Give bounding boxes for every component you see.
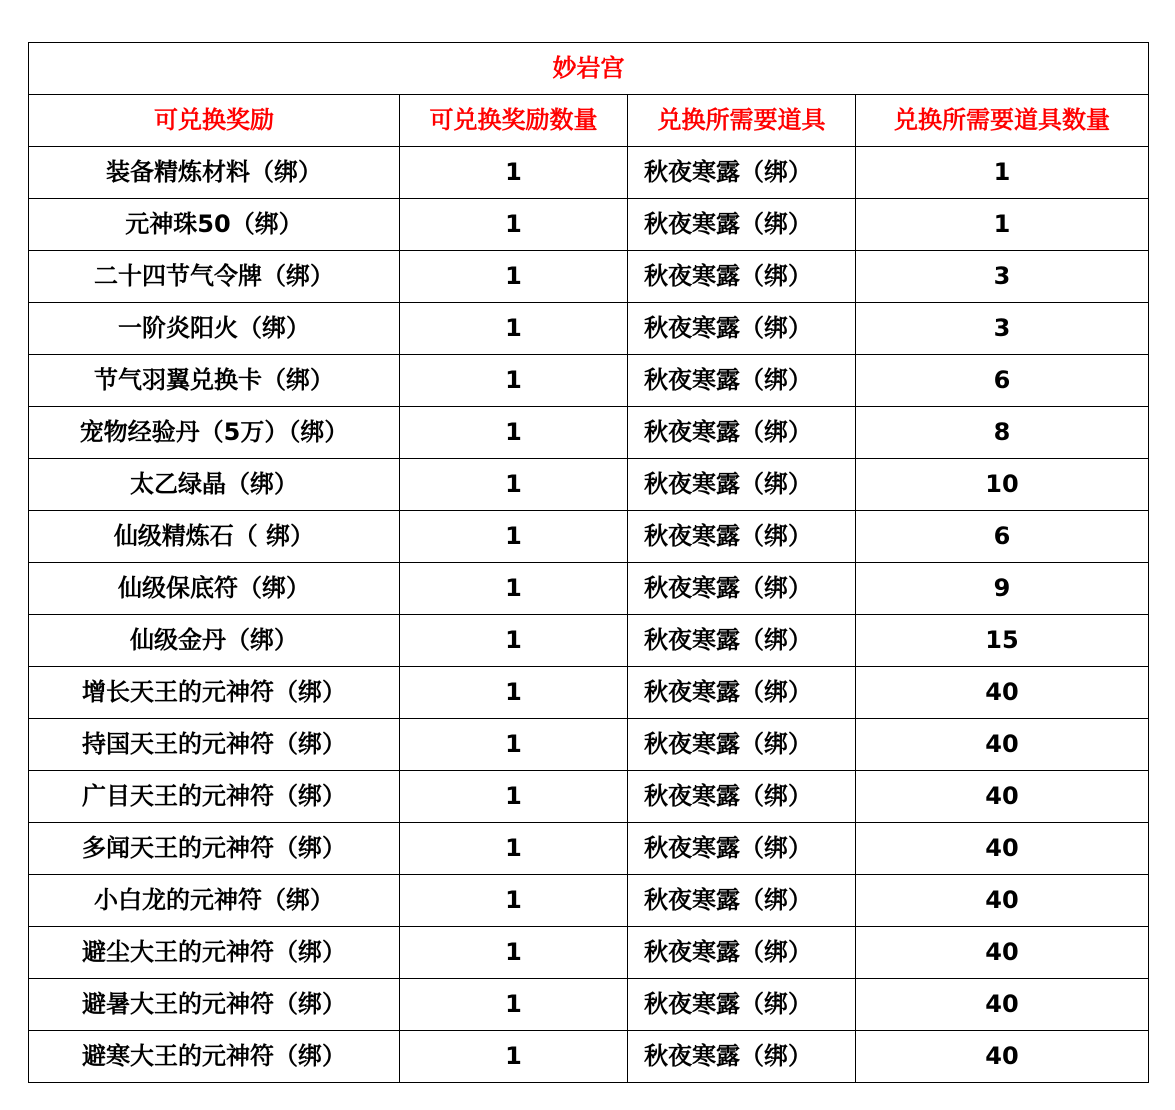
table-row <box>29 147 1149 199</box>
reward-cell: 广目天王的元神符（绑） <box>29 771 400 823</box>
reward-qty-cell: 1 <box>400 615 628 667</box>
reward-qty-cell: 1 <box>400 303 628 355</box>
required-qty-cell: 6 <box>856 355 1149 407</box>
table-row <box>29 355 1149 407</box>
reward-cell: 二十四节气令牌（绑） <box>29 251 400 303</box>
required-qty-cell: 3 <box>856 303 1149 355</box>
table-row <box>29 407 1149 459</box>
reward-qty-cell: 1 <box>400 199 628 251</box>
reward-qty-cell: 1 <box>400 459 628 511</box>
required-item-cell: 秋夜寒露（绑） <box>628 303 856 355</box>
required-qty-cell: 9 <box>856 563 1149 615</box>
required-item-cell: 秋夜寒露（绑） <box>628 251 856 303</box>
header-reward-qty: 可兑换奖励数量 <box>400 95 628 147</box>
required-qty-cell: 3 <box>856 251 1149 303</box>
required-item-cell: 秋夜寒露（绑） <box>628 511 856 563</box>
required-item-cell: 秋夜寒露（绑） <box>628 615 856 667</box>
table-row <box>29 303 1149 355</box>
reward-cell: 小白龙的元神符（绑） <box>29 875 400 927</box>
table-row <box>29 771 1149 823</box>
required-qty-cell: 8 <box>856 407 1149 459</box>
title-row <box>29 43 1149 95</box>
required-qty-cell: 1 <box>856 199 1149 251</box>
required-qty-cell: 40 <box>856 823 1149 875</box>
required-item-cell: 秋夜寒露（绑） <box>628 199 856 251</box>
table-row <box>29 251 1149 303</box>
reward-qty-cell: 1 <box>400 407 628 459</box>
reward-qty-cell: 1 <box>400 771 628 823</box>
reward-cell: 一阶炎阳火（绑） <box>29 303 400 355</box>
required-item-cell: 秋夜寒露（绑） <box>628 563 856 615</box>
required-item-cell: 秋夜寒露（绑） <box>628 719 856 771</box>
required-item-cell: 秋夜寒露（绑） <box>628 459 856 511</box>
table-body <box>29 147 1149 1083</box>
required-item-cell: 秋夜寒露（绑） <box>628 407 856 459</box>
reward-cell: 元神珠50（绑） <box>29 199 400 251</box>
reward-cell: 宠物经验丹（5万）（绑） <box>29 407 400 459</box>
table-row <box>29 667 1149 719</box>
reward-cell: 避暑大王的元神符（绑） <box>29 979 400 1031</box>
reward-cell: 多闻天王的元神符（绑） <box>29 823 400 875</box>
table-row <box>29 823 1149 875</box>
required-qty-cell: 40 <box>856 719 1149 771</box>
header-row <box>29 95 1149 147</box>
table-row <box>29 615 1149 667</box>
required-qty-cell: 40 <box>856 979 1149 1031</box>
header-reward: 可兑换奖励 <box>29 95 400 147</box>
required-item-cell: 秋夜寒露（绑） <box>628 823 856 875</box>
required-qty-cell: 6 <box>856 511 1149 563</box>
table-row <box>29 459 1149 511</box>
header-required-qty: 兑换所需要道具数量 <box>856 95 1149 147</box>
table-row <box>29 719 1149 771</box>
reward-qty-cell: 1 <box>400 667 628 719</box>
table-row <box>29 927 1149 979</box>
required-qty-cell: 40 <box>856 771 1149 823</box>
reward-cell: 仙级精炼石（ 绑） <box>29 511 400 563</box>
required-qty-cell: 40 <box>856 875 1149 927</box>
table-row <box>29 1031 1149 1083</box>
required-item-cell: 秋夜寒露（绑） <box>628 355 856 407</box>
required-qty-cell: 1 <box>856 147 1149 199</box>
reward-qty-cell: 1 <box>400 719 628 771</box>
table-row <box>29 511 1149 563</box>
reward-qty-cell: 1 <box>400 251 628 303</box>
required-qty-cell: 15 <box>856 615 1149 667</box>
required-item-cell: 秋夜寒露（绑） <box>628 927 856 979</box>
reward-cell: 避寒大王的元神符（绑） <box>29 1031 400 1083</box>
table-row <box>29 563 1149 615</box>
required-qty-cell: 40 <box>856 927 1149 979</box>
required-qty-cell: 40 <box>856 1031 1149 1083</box>
table-row <box>29 875 1149 927</box>
reward-cell: 避尘大王的元神符（绑） <box>29 927 400 979</box>
reward-qty-cell: 1 <box>400 563 628 615</box>
required-item-cell: 秋夜寒露（绑） <box>628 979 856 1031</box>
exchange-table <box>28 42 1149 1083</box>
reward-cell: 仙级保底符（绑） <box>29 563 400 615</box>
reward-qty-cell: 1 <box>400 511 628 563</box>
reward-cell: 节气羽翼兑换卡（绑） <box>29 355 400 407</box>
reward-qty-cell: 1 <box>400 927 628 979</box>
required-item-cell: 秋夜寒露（绑） <box>628 667 856 719</box>
reward-cell: 装备精炼材料（绑） <box>29 147 400 199</box>
reward-qty-cell: 1 <box>400 147 628 199</box>
required-item-cell: 秋夜寒露（绑） <box>628 771 856 823</box>
reward-qty-cell: 1 <box>400 823 628 875</box>
reward-cell: 太乙绿晶（绑） <box>29 459 400 511</box>
required-qty-cell: 10 <box>856 459 1149 511</box>
reward-cell: 增长天王的元神符（绑） <box>29 667 400 719</box>
reward-qty-cell: 1 <box>400 355 628 407</box>
reward-cell: 仙级金丹（绑） <box>29 615 400 667</box>
required-qty-cell: 40 <box>856 667 1149 719</box>
table-row <box>29 979 1149 1031</box>
table-row <box>29 199 1149 251</box>
header-required-item: 兑换所需要道具 <box>628 95 856 147</box>
required-item-cell: 秋夜寒露（绑） <box>628 875 856 927</box>
reward-qty-cell: 1 <box>400 1031 628 1083</box>
reward-cell: 持国天王的元神符（绑） <box>29 719 400 771</box>
required-item-cell: 秋夜寒露（绑） <box>628 1031 856 1083</box>
table-title: 妙岩宫 <box>29 43 1149 95</box>
required-item-cell: 秋夜寒露（绑） <box>628 147 856 199</box>
reward-qty-cell: 1 <box>400 875 628 927</box>
reward-qty-cell: 1 <box>400 979 628 1031</box>
